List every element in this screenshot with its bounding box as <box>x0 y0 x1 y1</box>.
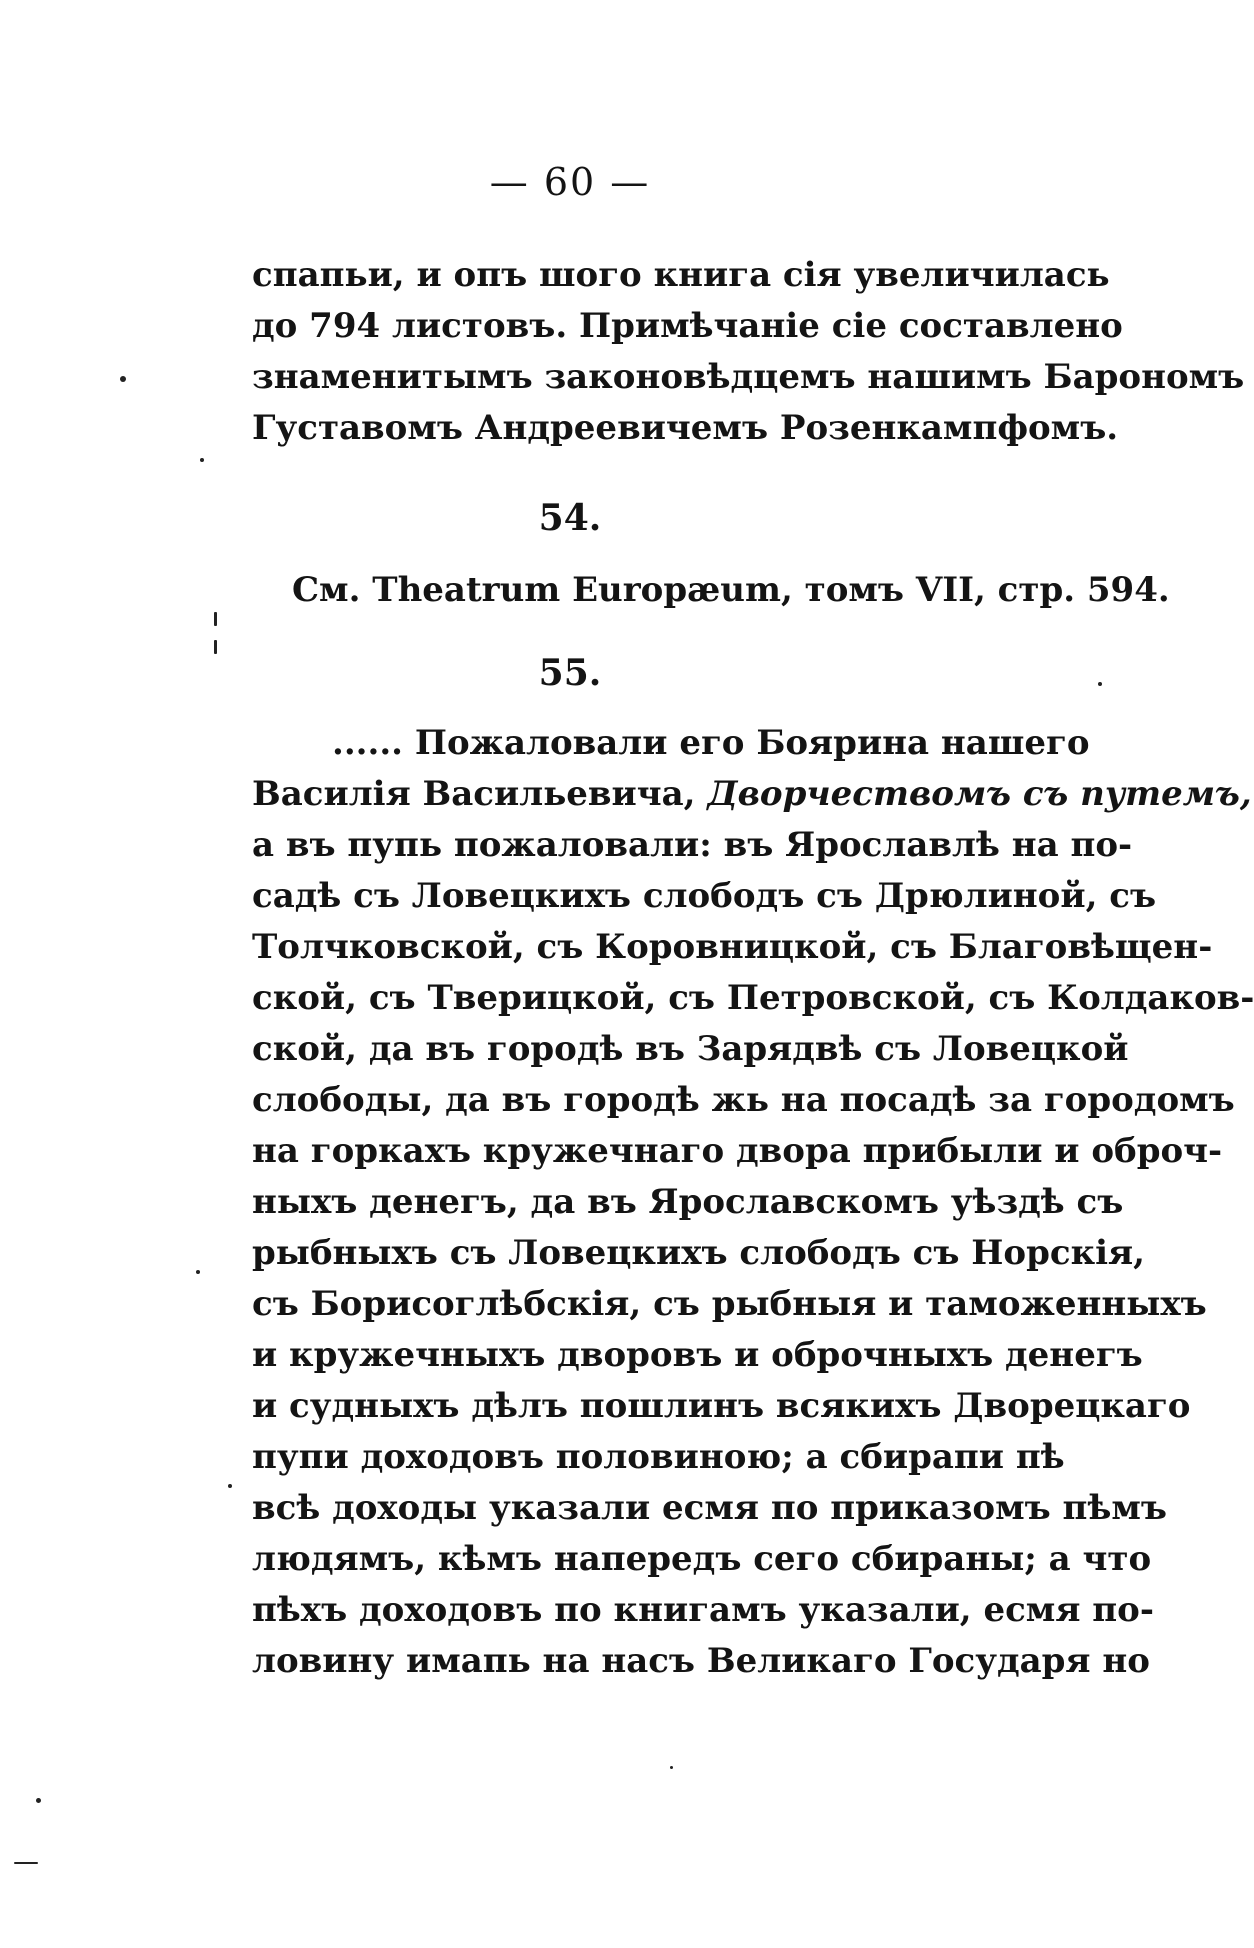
text-line: пѣхъ доходовъ по книгамъ указали, есмя по- <box>252 1590 1154 1630</box>
scan-speck <box>200 458 204 462</box>
text-line: всѣ доходы указали есмя по приказомъ пѣмъ <box>252 1488 1167 1528</box>
scan-speck <box>214 640 217 654</box>
scan-speck <box>36 1798 41 1803</box>
text-line: ской, да въ городѣ въ Зарядвѣ съ Ловецкой <box>252 1029 1129 1069</box>
scan-speck <box>196 1270 200 1274</box>
text-line: ныхъ денегъ, да въ Ярославскомъ уѣздѣ съ <box>252 1182 1124 1222</box>
text-line: Василія Васильевича, Дворчествомъ съ путемъ, <box>252 774 1252 814</box>
text-line: ской, съ Тверицкой, съ Петровской, съ Колдаков- <box>252 978 1254 1018</box>
text-line: знаменитымъ законовѣдцемъ нашимъ Барономъ <box>252 357 1245 397</box>
scan-speck <box>1098 682 1102 686</box>
text-line: садѣ съ Ловецкихъ слободъ съ Дрюлиной, съ <box>252 876 1157 916</box>
text-line: и кружечныхъ дворовъ и оброчныхъ денегъ <box>252 1335 1143 1375</box>
scan-speck <box>228 1484 232 1488</box>
text-line: и судныхъ дѣлъ пошлинъ всякихъ Дворецкаго <box>252 1386 1191 1426</box>
scan-speck <box>14 1862 38 1864</box>
text-line: пупи доходовъ половиною; а сбирапи пѣ <box>252 1437 1065 1477</box>
text-line: ...... Пожаловали его Боярина нашего <box>332 723 1090 763</box>
scan-speck <box>670 1766 673 1769</box>
note-54-number: 54. <box>538 497 602 539</box>
text-line: а въ пупь пожаловали: въ Ярославлѣ на по- <box>252 825 1133 865</box>
text-line: людямъ, кѣмъ напередъ сего сбираны; а что <box>252 1539 1152 1579</box>
text-line: слободы, да въ городѣ жь на посадѣ за городомъ <box>252 1080 1235 1120</box>
note-54-text: См. Theatrum Europæum, томъ VII, стр. 594. <box>292 570 1170 610</box>
note-53-paragraph <box>252 250 1245 454</box>
note-54-text-block <box>292 565 1170 616</box>
page-number: — 60 — <box>489 160 651 204</box>
text-line: ловину имапь на насъ Великаго Государя но <box>252 1641 1150 1681</box>
text-line: спапьи, и опъ шого книга сія увеличилась <box>252 255 1110 295</box>
note-55-paragraph <box>252 718 1254 1687</box>
text-line: Толчковской, съ Коровницкой, съ Благовѣщен- <box>252 927 1213 967</box>
text-line: до 794 листовъ. Примѣчаніе сіе составлено <box>252 306 1123 346</box>
text-line: рыбныхъ съ Ловецкихъ слободъ съ Норскія, <box>252 1233 1145 1273</box>
emphasized-phrase: Дворчествомъ съ путемъ, <box>707 774 1252 814</box>
scan-speck <box>120 376 126 382</box>
text-line: съ Борисоглѣбскія, съ рыбныя и таможенныхъ <box>252 1284 1207 1324</box>
scan-speck <box>214 612 217 626</box>
text-line: на горкахъ кружечнаго двора прибыли и оброч- <box>252 1131 1223 1171</box>
text-line: Густавомъ Андреевичемъ Розенкампфомъ. <box>252 408 1119 448</box>
note-55-number: 55. <box>538 652 602 694</box>
